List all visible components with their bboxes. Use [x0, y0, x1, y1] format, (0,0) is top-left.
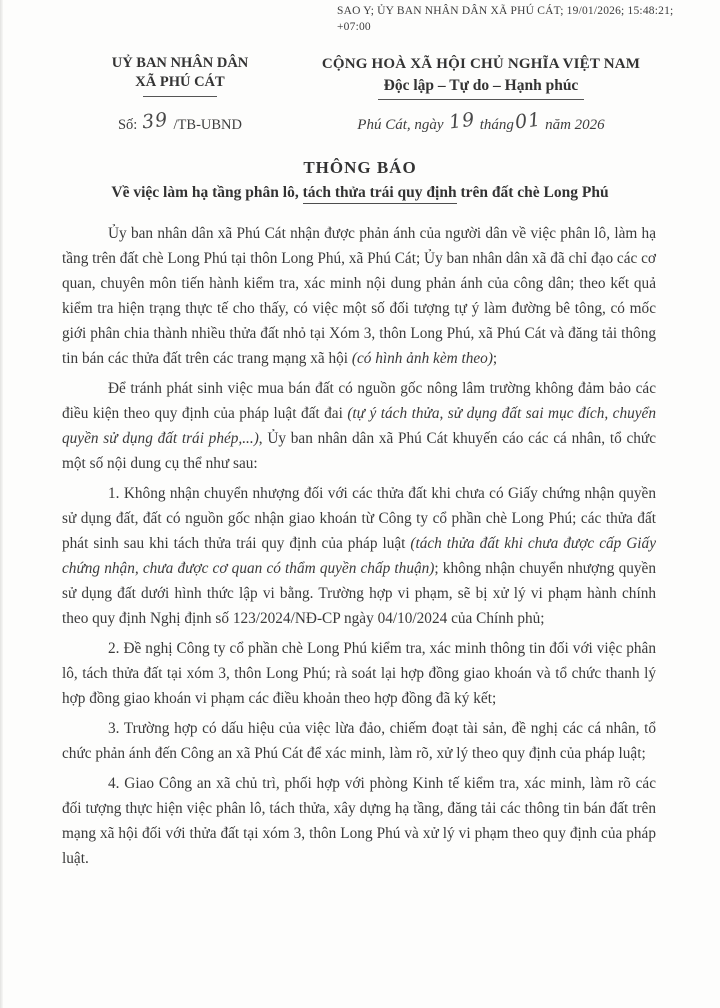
motto-underline [378, 99, 584, 100]
paragraph-item-2 [62, 631, 656, 711]
text-segment-italic: (tách thửa đất khi chưa được cấp Giấy chứng nhận, chưa được cơ quan có thẩm quyền chấp thuận) [62, 535, 656, 577]
number-prefix: Số: [117, 117, 138, 133]
text-segment: ; [492, 350, 498, 367]
text-segment: 4. Giao Công an xã chủ trì, phối hợp với phòng Kinh tế kiểm tra, xác minh, làm rõ các đối tượng thực hiện việc phân lô, tách thửa, xây dựng hạ tầng, đăng tải các thông tin bán đất trên mạng xã hội đối với thửa đất tại xóm 3, thôn Long Phú và xử lý vi phạm theo quy định của pháp luật. [62, 775, 656, 867]
text-segment: 1. Không nhận chuyển nhượng đối với các thửa đất khi chưa có Giấy chứng nhận quyền sử dụng đất, đất có nguồn gốc nhận giao khoán từ Công ty cổ phần chè Long Phú; các thửa đất phát sinh sau khi tách thửa trái quy định của pháp luật [62, 485, 656, 552]
date-prefix: Phú Cát, ngày [357, 117, 444, 133]
text-segment: 2. Đề nghị Công ty cổ phần chè Long Phú kiểm tra, xác minh thông tin đối với việc phân lô, tách thửa đất tại xóm 3, thôn Long Phú; rà soát lại hợp đồng giao khoán và tổ chức thanh lý hợp đồng giao khoán vi phạm các điều khoản theo hợp đồng đã ký kết; [62, 640, 656, 707]
handwritten-day: 19 [447, 108, 476, 134]
document-number [60, 108, 300, 134]
paragraph-intro [62, 212, 656, 371]
subtitle-underlined: tách thửa trái quy định [303, 184, 457, 204]
document-subtitle [0, 184, 720, 202]
document-header [0, 54, 720, 134]
text-segment: ; không nhận chuyển nhượng quyền sử dụng đất dưới hình thức lập vi bằng. Trường hợp vi phạm, sẽ bị xử lý vi phạm hành chính theo quy định Nghị định số 123/2024/NĐ-CP ngày 04/10/2024 của Chính phủ; [62, 560, 656, 627]
text-segment-italic: (có hình ảnh kèm theo) [351, 350, 493, 367]
number-suffix: /TB-UBND [173, 117, 242, 133]
authority-underline [143, 96, 217, 97]
stamp-line-2: +07:00 [337, 21, 371, 33]
text-segment: 3. Trường hợp có dấu hiệu của việc lừa đảo, chiếm đoạt tài sản, đề nghị các cá nhân, tổ chức phản ánh đến Công an xã Phú Cát để xác minh, làm rõ, xử lý theo quy định của pháp luật; [62, 720, 656, 762]
place-date-line [300, 108, 662, 134]
text-segment: Để tránh phát sinh việc mua bán đất có nguồn gốc nông lâm trường không đảm bảo các điều kiện theo quy định của pháp luật đất đai [62, 380, 656, 422]
authority-name-line1: UỶ BAN NHÂN DÂN [111, 55, 249, 71]
text-segment-italic: (tự ý tách thửa, sử dụng đất sai mục đích, chuyển quyền sử dụng đất trái phép,...) [62, 405, 656, 447]
date-suffix: năm 2026 [545, 117, 605, 133]
title-block [0, 158, 720, 202]
text-segment: , Ủy ban nhân dân xã Phú Cát khuyến cáo các cá nhân, tổ chức một số nội dung cụ thể như sau: [62, 430, 656, 472]
handwritten-number: 39 [141, 108, 170, 134]
document-body [0, 202, 720, 871]
paragraph-item-4 [62, 766, 656, 871]
document-title: THÔNG BÁO [303, 158, 417, 177]
text-segment: Ủy ban nhân dân xã Phú Cát nhận được phản ánh của người dân về việc phân lô, làm hạ tầng trên đất chè Long Phú tại thôn Long Phú, xã Phú Cát; Ủy ban nhân dân xã đã chỉ đạo các cơ quan, chuyên môn tiến hành kiểm tra, xác minh nội dung phản ánh của công dân; theo kết quả kiểm tra hiện trạng thực tế cho thấy, có việc một số đối tượng tự ý làm đường bê tông, có mốc giới phân chia thành nhiều thửa đất nhỏ tại Xóm 3, thôn Long Phú, xã Phú Cát và đăng tải thông tin bán các thửa đất trên các trang mạng xã hội [62, 225, 656, 367]
national-motto-block [300, 54, 662, 134]
stamp-line-1: SAO Y; ỦY BAN NHÂN DÂN XÃ PHÚ CÁT; 19/01/2026; 15:48:21; [337, 5, 674, 17]
issuing-authority-block [60, 54, 300, 134]
subtitle-before: Về việc làm hạ tầng phân lô, [111, 184, 303, 201]
date-middle: tháng [479, 117, 514, 133]
certified-copy-stamp [337, 3, 707, 35]
republic-title: CỘNG HOÀ XÃ HỘI CHỦ NGHĨA VIỆT NAM [321, 56, 641, 72]
scan-edge [0, 0, 3, 1008]
paragraph-item-1 [62, 476, 656, 631]
motto-line: Độc lập – Tự do – Hạnh phúc [383, 77, 579, 94]
handwritten-month: 01 [513, 108, 543, 134]
authority-name-line2: XÃ PHÚ CÁT [135, 74, 225, 90]
subtitle-after: trên đất chè Long Phú [456, 184, 609, 201]
paragraph-purpose [62, 371, 656, 476]
paragraph-item-3 [62, 711, 656, 766]
